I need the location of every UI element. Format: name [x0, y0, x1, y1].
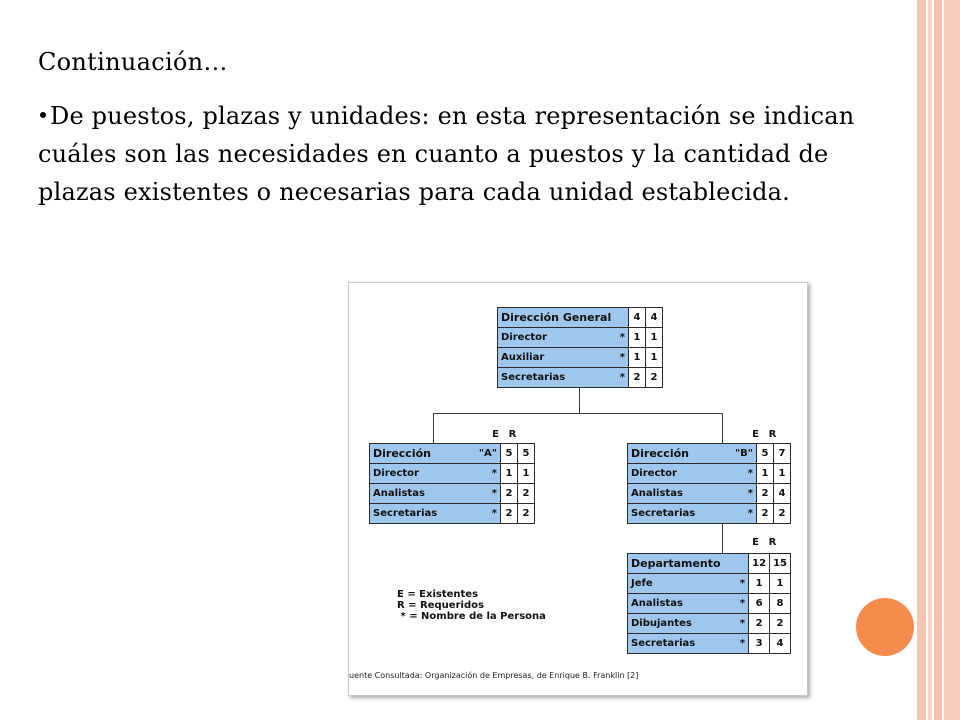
unit-box-bottom: Departamento 12 15 Jefe * 1 1 Analistas * 6 8 Dibujantes * 2 2 Secretarias * 3 4 — [627, 553, 791, 654]
decor-bar — [934, 0, 942, 720]
decor-bar — [944, 0, 960, 720]
decor-bar — [917, 0, 926, 720]
legend-item: R = Requeridos — [397, 600, 484, 611]
unit-title: Dirección — [370, 444, 467, 464]
connector-line — [579, 388, 580, 414]
column-header-er: E R — [492, 429, 517, 440]
org-chart-image — [348, 282, 808, 696]
column-header-er: E R — [752, 537, 777, 548]
legend-item: E = Existentes — [397, 589, 479, 600]
unit-title: Dirección — [628, 444, 724, 464]
decor-circle — [856, 598, 914, 656]
unit-box-left: Dirección "A" 5 5 Director * 1 1 Analistas * 2 2 Secretarias * 2 2 — [369, 443, 535, 524]
unit-title: Dirección General — [498, 308, 617, 328]
source-caption: uente Consultada: Organización de Empresas, de Enrique B. Franklin [2] — [349, 671, 639, 680]
unit-box-top: Dirección General 4 4 Director * 1 1 Auxiliar * 1 1 Secretarias * 2 2 — [497, 307, 663, 388]
slide-paragraph — [38, 97, 908, 211]
column-header-er: E R — [752, 429, 777, 440]
unit-title: Departamento — [628, 554, 736, 574]
bullet-icon — [40, 112, 46, 118]
connector-line — [722, 413, 723, 443]
connector-line — [433, 413, 723, 414]
legend-item: * = Nombre de la Persona — [397, 611, 546, 622]
chart-legend — [397, 589, 546, 622]
decor-bar — [928, 0, 932, 720]
connector-line — [433, 413, 434, 443]
unit-box-right: Dirección "B" 5 7 Director * 1 1 Analistas * 2 4 Secretarias * 2 2 — [627, 443, 791, 524]
connector-line — [722, 523, 723, 553]
slide-heading: Continuación… — [38, 48, 228, 76]
paragraph-text: De puestos, plazas y unidades: en esta representación se indican cuáles son las necesidades en cuanto a puestos y la cantidad de plazas existentes o necesarias para cada unidad establecida. — [38, 102, 855, 206]
